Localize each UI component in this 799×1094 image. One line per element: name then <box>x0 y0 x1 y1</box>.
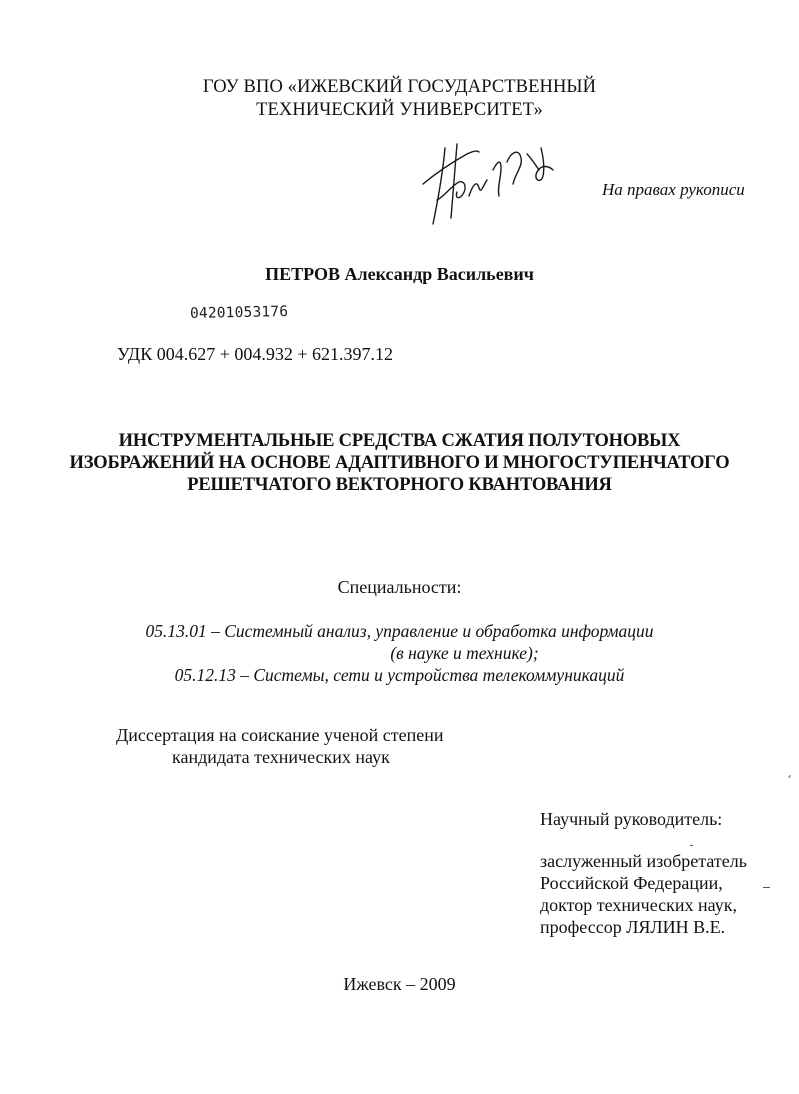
degree-statement <box>116 724 443 768</box>
scan-speck <box>788 775 791 778</box>
supervisor-label: Научный руководитель: <box>540 809 723 829</box>
organization-line-1: ГОУ ВПО «ИЖЕВСКИЙ ГОСУДАРСТВЕННЫЙ <box>202 77 597 97</box>
organization-name <box>0 76 799 122</box>
specialties-heading: Специальности: <box>337 577 462 597</box>
author-surname: ПЕТРОВ <box>265 264 340 284</box>
specialties-list <box>0 620 799 686</box>
handwritten-signature <box>415 140 575 230</box>
supervisor-line-1: заслуженный изобретатель <box>540 851 747 871</box>
organization-line-2: ТЕХНИЧЕСКИЙ УНИВЕРСИТЕТ» <box>256 100 543 120</box>
udk-code: УДК 004.627 + 004.932 + 621.397.12 <box>117 344 394 364</box>
supervisor-line-4: профессор ЛЯЛИН В.Е. <box>540 917 726 937</box>
supervisor-line-3: доктор технических наук, <box>540 895 737 915</box>
registration-number: 04201053176 <box>189 303 289 322</box>
dissertation-title <box>0 430 799 496</box>
scan-speck <box>690 845 693 846</box>
title-line-1: ИНСТРУМЕНТАЛЬНЫЕ СРЕДСТВА СЖАТИЯ ПОЛУТОНОВЫХ <box>118 431 681 451</box>
specialty-line-2: (в науке и технике); <box>390 643 539 663</box>
degree-line-2: кандидата технических наук <box>172 747 390 767</box>
title-line-3: РЕШЕТЧАТОГО ВЕКТОРНОГО КВАНТОВАНИЯ <box>187 475 612 495</box>
specialty-line-1: 05.13.01 – Системный анализ, управление и обработка информации <box>145 621 654 641</box>
author-name <box>0 264 799 285</box>
manuscript-rights-notice: На правах рукописи <box>602 180 745 199</box>
city-and-year: Ижевск – 2009 <box>343 974 456 994</box>
scan-speck <box>763 887 770 888</box>
author-given-names: Александр Васильевич <box>344 264 534 284</box>
specialty-line-3: 05.12.13 – Системы, сети и устройства телекоммуникаций <box>174 665 625 685</box>
degree-line-1: Диссертация на соискание ученой степени <box>116 725 444 745</box>
supervisor-line-2: Российской Федерации, <box>540 873 723 893</box>
title-line-2: ИЗОБРАЖЕНИЙ НА ОСНОВЕ АДАПТИВНОГО И МНОГОСТУПЕНЧАТОГО <box>69 453 730 473</box>
supervisor-details <box>540 850 747 938</box>
